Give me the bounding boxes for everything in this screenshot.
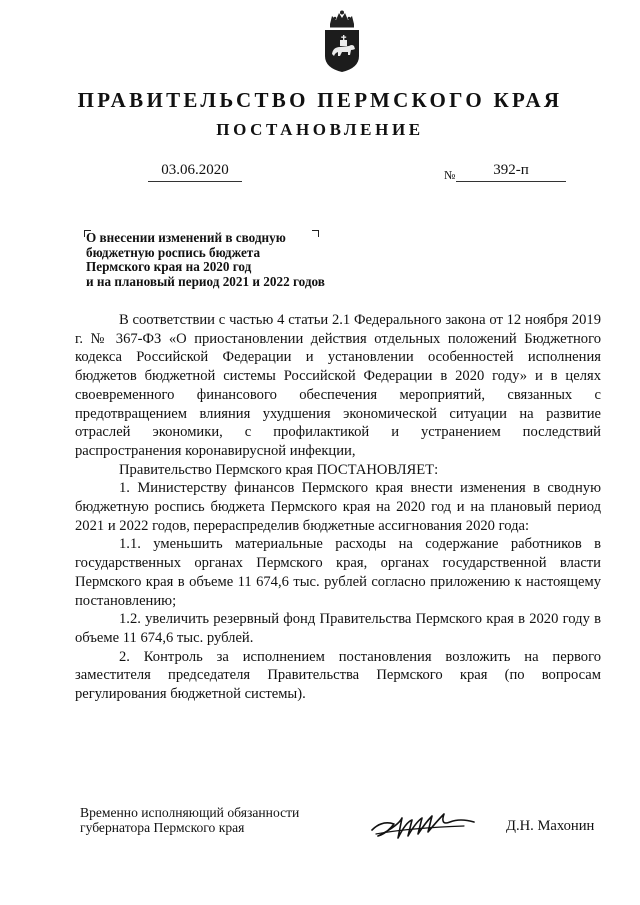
signer-position-line: Временно исполняющий обязанности: [80, 805, 300, 820]
coat-of-arms-icon: [321, 10, 363, 74]
body-paragraph: 1. Министерству финансов Пермского края внести изменения в сводную бюджетную роспись бюджета Пермского края на 2020 год и на плановый период 2021 и 2022 годов, перераспределив бюджетные ассигнования 2020 года:: [75, 480, 601, 534]
body-paragraph: 1.2. увеличить резервный фонд Правительства Пермского края в 2020 году в объеме 11 674,6 тыс. рублей.: [75, 611, 601, 646]
document-body: [75, 311, 601, 704]
document-date: 03.06.2020: [148, 162, 242, 182]
crown-icon: [330, 11, 354, 28]
body-paragraph: 1.1. уменьшить материальные расходы на содержание работников в государственных органах Пермского края, органах государственной власти Пермского края в объеме 11 674,6 тыс. рублей согласно приложению к настоящему постановлению;: [75, 536, 601, 609]
handwritten-signature: [368, 804, 478, 844]
subject-line: бюджетную роспись бюджета: [86, 244, 261, 260]
signer-position: [80, 805, 340, 835]
signer-name: Д.Н. Махонин: [506, 818, 595, 834]
subject-line: О внесении изменений в сводную: [86, 230, 286, 245]
subject-line: и на плановый период 2021 и 2022 годов: [86, 273, 325, 289]
body-paragraph: Правительство Пермского края ПОСТАНОВЛЯЕТ:: [119, 461, 439, 478]
document-number: 392-п: [456, 162, 566, 182]
body-paragraph: В соответствии с частью 4 статьи 2.1 Федерального закона от 12 ноября 2019 г. № 367-ФЗ «О приостановлении действия отдельных положений Бюджетного кодекса Российской Федерации и установлении особенностей исполнения бюджетов бюджетной системы Российской Федерации в 2020 году» и в целях своевременного финансового обеспечения мероприятий, связанных с предотвращением влияния ухудшения экономической ситуации на развитие отраслей экономики, с профилактикой и устранением последствий распространения коронавирусной инфекции,: [75, 312, 601, 459]
government-title: ПРАВИТЕЛЬСТВО ПЕРМСКОГО КРАЯ: [77, 88, 563, 112]
document-subject: [86, 231, 386, 289]
document-type: ПОСТАНОВЛЕНИЕ: [216, 120, 424, 139]
subject-line: Пермского края на 2020 год: [86, 259, 252, 274]
number-label: №: [444, 168, 456, 182]
signer-position-line: губернатора Пермского края: [80, 820, 245, 835]
body-paragraph: 2. Контроль за исполнением постановления возложить на первого заместителя председателя Правительства Пермского края (по вопросам регулирования бюджетной системы).: [75, 648, 601, 703]
